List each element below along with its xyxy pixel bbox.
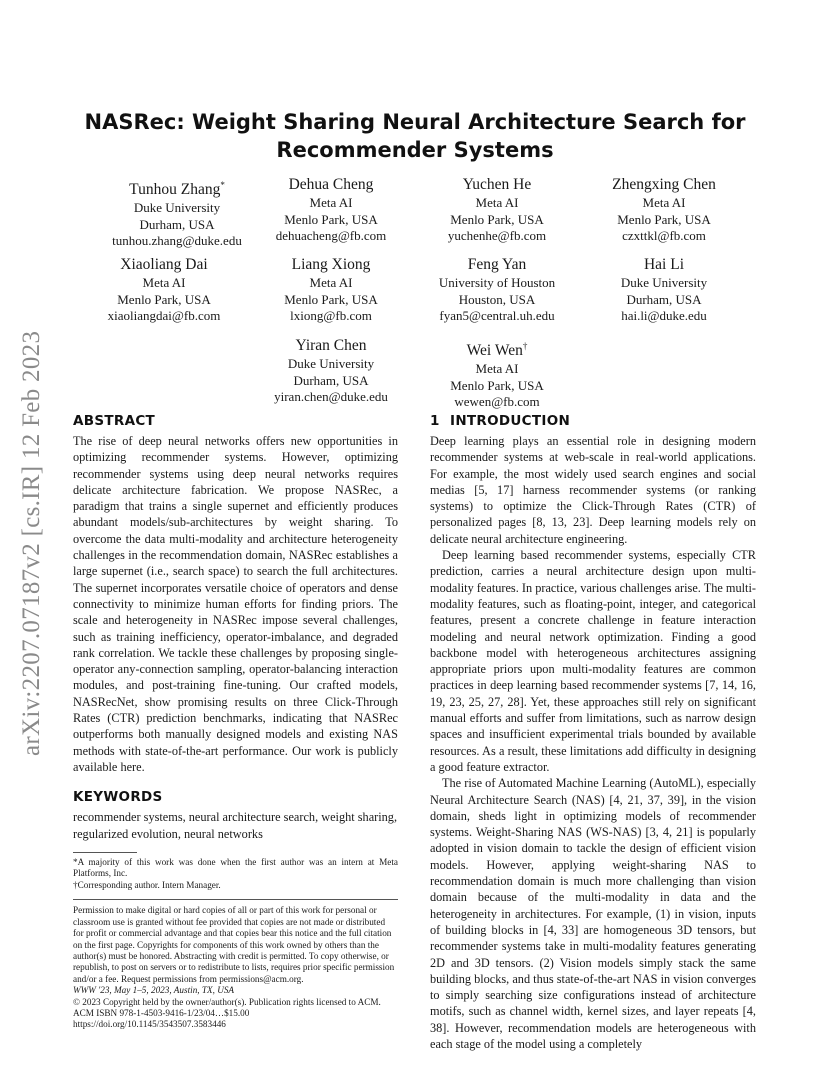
permission-text: Permission to make digital or hard copies of all or part of this work for personal or classroom use is granted without fee provided that copies are not made or distributed for profit or commercial advantage and that copies bear this notice and the full citation on the first page. Copyrights for components of this work owned by others than the author(s) must be honored. Abstracting with credit is permitted. To copy otherwise, or republish, to post on servers or to redistribute to lists, requires prior specific permission and/or a fee. Request permissions from permissions@acm.org.	[73, 905, 395, 984]
introduction-heading	[430, 413, 756, 429]
permission-rule	[73, 899, 398, 900]
abstract-text: The rise of deep neural networks offers new opportunities in optimizing recommender systems. However, optimizing recommender systems using deep neural networks requires delicate architecture fabrication. We propose NASRec, a paradigm that trains a single supernet and efficiently produces abundant models/sub-architectures by weight sharing. To overcome the data multi-modality and architecture heterogeneity challenges in the recommendation domain, NASRec establishes a large supernet (i.e., search space) to search the full architectures. The supernet incorporates versatile choice of operators and dense connectivity to minimize human efforts for finding priors. The scale and heterogeneity in NASRec impose several challenges, such as training inefficiency, operator-imbalance, and degraded rank correlation. We tackle these challenges by proposing single-operator any-connection sampling, operator-balancing interaction modules, and post-training fine-tuning. Our crafted models, NASRecNet, show promising results on three Click-Through Rates (CTR) prediction benchmarks, indicating that NASRec outperforms both manually designed models and existing NAS methods with state-of-the-art performance. Our work is publicly available here.	[73, 434, 398, 774]
section-number: 1	[430, 413, 440, 429]
author-location: Menlo Park, USA	[284, 211, 378, 227]
author-affiliation: Meta AI	[142, 275, 186, 290]
author-block	[564, 175, 764, 245]
abstract-heading: ABSTRACT	[73, 413, 156, 429]
author-location: Menlo Park, USA	[450, 377, 544, 393]
right-column	[430, 413, 756, 1052]
isbn: ACM ISBN 978-1-4503-9416-1/23/04…$15.00	[73, 1007, 250, 1018]
author-affiliation: Meta AI	[642, 195, 686, 210]
author-name: Tunhou Zhang*	[129, 180, 225, 199]
author-affiliation: Duke University	[287, 356, 375, 371]
intro-paragraph: The rise of Automated Machine Learning (AutoML), especially Neural Architecture Search (NAS) [4, 21, 37, 39], in the vision domain, sheds light in optimizing models of recommender systems. Weight-Sharing NAS (WS-NAS) [3, 4, 21] is popularly adopted in vision domain to tackle the design of efficient vision models. However, applying weight-sharing NAS to recommendation domain is much more challenging than vision domain because of the multi-modality in data and the heterogeneity in architectures. For example, (1) in vision, inputs of building blocks in [4, 33] are homogeneous 3D tensors, but recommender systems take in multi-modality features generating 2D and 3D tensors. (2) Vision models simply stack the same building blocks, and thus state-of-the-art NAS in vision converges to simply searching size configurations instead of architecture motifs, such as channel width, kernel sizes, and layer repeats [4, 38]. However, recommendation models are heterogeneous with each stage of the model using a completely	[430, 776, 756, 1051]
author-name: Hai Li	[643, 256, 685, 273]
author-email: xiaoliangdai@fb.com	[107, 308, 221, 323]
author-block	[397, 336, 597, 411]
author-email: wewen@fb.com	[454, 394, 540, 410]
author-location: Durham, USA	[626, 291, 702, 307]
author-location: Menlo Park, USA	[284, 291, 378, 307]
author-affiliation: Meta AI	[475, 195, 519, 210]
keywords-heading: KEYWORDS	[73, 789, 163, 806]
left-column	[73, 413, 398, 1031]
author-name: Dehua Cheng	[288, 176, 374, 193]
author-affiliation: Meta AI	[475, 361, 519, 377]
footnote-corresponding: †Corresponding author. Intern Manager.	[73, 879, 221, 890]
author-location: Menlo Park, USA	[617, 211, 711, 227]
author-email: lxiong@fb.com	[290, 308, 372, 323]
author-affiliation: Duke University	[133, 200, 221, 216]
author-name: Liang Xiong	[291, 256, 371, 273]
arxiv-identifier: arXiv:2207.07187v2 [cs.IR] 12 Feb 2023	[18, 330, 45, 756]
author-email: dehuacheng@fb.com	[275, 228, 387, 243]
author-email: tunhou.zhang@duke.edu	[112, 233, 242, 249]
footnote-rule	[73, 852, 137, 853]
author-email: fyan5@central.uh.edu	[439, 308, 555, 323]
author-email: yiran.chen@duke.edu	[274, 389, 388, 404]
author-name: Yuchen He	[462, 176, 532, 193]
permission-block	[73, 905, 398, 1030]
intro-paragraph: Deep learning plays an essential role in designing modern recommender systems at web-scale in real-world applications. For example, the most widely used search engines and social medias [5, 17] harness recommender systems (or ranking systems) to optimize the Click-Through Rates (CTR) of personalized pages [8, 13, 23]. Deep learning models rely on delicate neural architecture engineering.	[430, 434, 756, 546]
author-name: Zhengxing Chen	[612, 176, 716, 193]
author-block	[564, 255, 764, 325]
author-location: Durham, USA	[293, 372, 369, 388]
author-location: Menlo Park, USA	[117, 291, 211, 307]
author-email: czxttkl@fb.com	[622, 228, 706, 243]
author-affiliation: Meta AI	[309, 195, 353, 210]
author-footnote-mark: *	[220, 180, 225, 190]
arxiv-sidebar	[12, 296, 52, 756]
author-affiliation: Duke University	[620, 275, 708, 290]
doi-link[interactable]: https://doi.org/10.1145/3543507.3583446	[73, 1019, 226, 1030]
author-name: Yiran Chen	[295, 337, 367, 354]
author-affiliation: Meta AI	[309, 275, 353, 290]
paper-title: NASRec: Weight Sharing Neural Architecture Search for Recommender Systems	[84, 110, 746, 162]
author-location: Durham, USA	[139, 216, 215, 232]
keywords-text: recommender systems, neural architecture search, weight sharing, regularized evolution, neural networks	[73, 810, 398, 841]
author-email: yuchenhe@fb.com	[447, 228, 547, 243]
footnote-intern: *A majority of this work was done when the first author was an intern at Meta Platforms, Inc.	[73, 856, 398, 879]
author-footnote-mark: †	[522, 341, 528, 351]
intro-paragraph: Deep learning based recommender systems, especially CTR prediction, carries a neural architecture design upon multi-modality features. In practice, various challenges arise. The multi-modality features, such as floating-point, integer, and categorical features, present a concrete challenge in feature interaction modeling and neural network optimization. Finding a good backbone model with heterogeneous architectures assigning appropriate priors upon multi-modality features are common practices in deep learning based recommender systems [7, 14, 16, 19, 23, 25, 27, 28]. Yet, these approaches still rely on significant manual efforts and suffer from limitations, such as narrow design spaces and insufficient experimental trials bounded by available resources. As a result, these limitations add difficulty in designing a good feature extractor.	[430, 548, 756, 774]
author-name: Wei Wen†	[466, 341, 528, 360]
author-location: Houston, USA	[458, 291, 536, 307]
author-location: Menlo Park, USA	[450, 211, 544, 227]
author-email: hai.li@duke.edu	[621, 308, 707, 323]
author-name: Feng Yan	[467, 256, 527, 273]
section-title: INTRODUCTION	[450, 413, 571, 429]
conference-info: WWW '23, May 1–5, 2023, Austin, TX, USA	[73, 985, 235, 996]
author-affiliation: University of Houston	[438, 275, 556, 290]
author-name: Xiaoliang Dai	[120, 256, 208, 273]
copyright-notice: © 2023 Copyright held by the owner/author(s). Publication rights licensed to ACM.	[73, 996, 381, 1007]
